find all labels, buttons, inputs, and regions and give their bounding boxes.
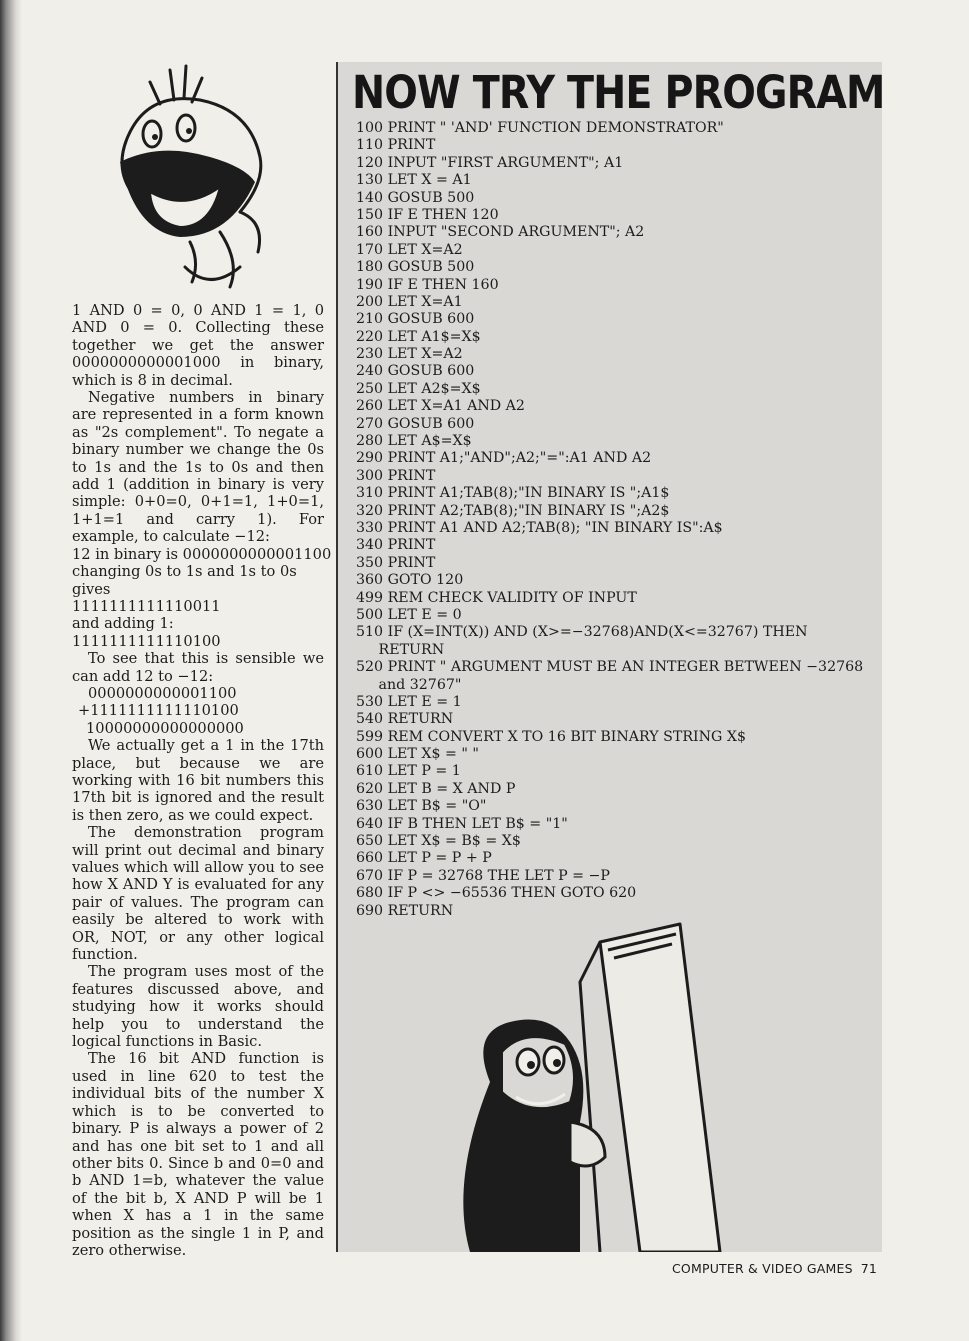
code-line: 340 PRINT <box>356 537 436 554</box>
code-line: 190 IF E THEN 160 <box>356 276 499 293</box>
paragraph: 1 AND 0 = 0, 0 AND 1 = 1, 0 AND 0 = 0. Collecting these together we get the answer 0000000000001000 in binary, which is 8 in decimal. <box>72 302 324 389</box>
example-line: and adding 1: <box>72 615 174 633</box>
program-listing-box <box>336 62 885 1252</box>
cartoon-character-illustration <box>90 62 300 302</box>
code-line: 210 GOSUB 600 <box>356 311 475 328</box>
code-line: 290 PRINT A1;"AND";A2;"=":A1 AND A2 <box>356 450 652 467</box>
code-line: 499 REM CHECK VALIDITY OF INPUT <box>356 589 637 606</box>
code-line: 280 LET A$=X$ <box>356 433 472 450</box>
code-line: 300 PRINT <box>356 467 436 484</box>
paragraph: The demonstration program will print out decimal and binary values which will allow you to see how X AND Y is evaluated for any pair of values. The program can easily be altered to work with OR, NOT, or any other logical function. <box>72 824 324 964</box>
code-line: 540 RETURN <box>356 711 454 728</box>
code-line: 170 LET X=A2 <box>356 241 463 258</box>
code-line: 510 IF (X=INT(X)) AND (X>=−32768)AND(X<=32767) THEN <box>356 624 808 641</box>
code-line: 500 LET E = 0 <box>356 606 462 623</box>
code-line: 260 LET X=A1 AND A2 <box>356 398 525 415</box>
sum-line: 0000000000001100 <box>88 684 237 702</box>
cartoon-character-book-illustration <box>430 922 730 1252</box>
code-line: 200 LET X=A1 <box>356 293 463 310</box>
page-number: 71 <box>860 1261 878 1276</box>
code-line: 120 INPUT "FIRST ARGUMENT"; A1 <box>356 154 624 171</box>
page-binding-edge <box>0 0 22 1341</box>
paragraph: Negative numbers in binary are represented in a form known as "2s complement". To negate a binary number we change the 0s to 1s and the 1s to 0s and then add 1 (addition in binary is very simple: 0+0=0, 0+1=1, 1+0=1, 1+1=1 and carry 1). For example, to calculate −12: <box>72 389 324 546</box>
code-line: 360 GOTO 120 <box>356 572 464 589</box>
sum-line: 10000000000000000 <box>86 719 244 737</box>
program-code-listing <box>356 120 886 920</box>
code-line: 350 PRINT <box>356 554 436 571</box>
code-line: 150 IF E THEN 120 <box>356 206 499 223</box>
code-line: 650 LET X$ = B$ = X$ <box>356 833 521 850</box>
code-line: 330 PRINT A1 AND A2;TAB(8); "IN BINARY IS":A$ <box>356 519 723 536</box>
code-line: 670 IF P = 32768 THE LET P = −P <box>356 867 610 884</box>
code-line: and 32767" <box>356 676 462 693</box>
publication-name: COMPUTER & VIDEO GAMES <box>672 1261 853 1276</box>
code-line: 240 GOSUB 600 <box>356 363 475 380</box>
code-line: 220 LET A1$=X$ <box>356 328 481 345</box>
code-line: 310 PRINT A1;TAB(8);"IN BINARY IS ";A1$ <box>356 485 670 502</box>
code-line: 130 LET X = A1 <box>356 172 472 189</box>
code-line: 160 INPUT "SECOND ARGUMENT"; A2 <box>356 224 645 241</box>
code-line: 610 LET P = 1 <box>356 763 461 780</box>
code-line: 140 GOSUB 500 <box>356 189 475 206</box>
code-line: 320 PRINT A2;TAB(8);"IN BINARY IS ";A2$ <box>356 502 670 519</box>
sum-line: +1111111111110100 <box>78 702 239 720</box>
code-line: 640 IF B THEN LET B$ = "1" <box>356 815 568 832</box>
code-line: 599 REM CONVERT X TO 16 BIT BINARY STRING X$ <box>356 728 747 745</box>
code-line: 620 LET B = X AND P <box>356 780 516 797</box>
example-line: gives <box>72 580 111 598</box>
paragraph: We actually get a 1 in the 17th place, but because we are working with 16 bit numbers this 17th bit is ignored and the result is then zero, as we could expect. <box>72 737 324 824</box>
code-line: RETURN <box>356 641 445 658</box>
code-line: 690 RETURN <box>356 902 454 919</box>
example-line: 1111111111110100 <box>72 632 221 650</box>
paragraph: The 16 bit AND function is used in line 620 to test the individual bits of the number X which is to be converted to binary. P is always a power of 2 and has one bit set to 1 and all other bits 0. Since b and 0=0 and b AND 1=b, whatever the value of the bit b, X AND P will be 1 when X has a 1 in the same position as the single 1 in P, and zero otherwise. <box>72 1050 324 1259</box>
code-line: 520 PRINT " ARGUMENT MUST BE AN INTEGER BETWEEN −32768 <box>356 659 864 676</box>
page-title: NOW TRY THE PROGRAM <box>352 66 885 119</box>
code-line: 660 LET P = P + P <box>356 850 492 867</box>
code-line: 630 LET B$ = "O" <box>356 798 487 815</box>
code-line: 230 LET X=A2 <box>356 346 463 363</box>
code-line: 270 GOSUB 600 <box>356 415 475 432</box>
code-line: 530 LET E = 1 <box>356 693 462 710</box>
code-line: 100 PRINT " 'AND' FUNCTION DEMONSTRATOR" <box>356 120 724 136</box>
article-text-column <box>72 302 332 1259</box>
paragraph: To see that this is sensible we can add 12 to −12: <box>72 650 324 685</box>
code-line: 180 GOSUB 500 <box>356 259 475 276</box>
code-line: 250 LET A2$=X$ <box>356 380 481 397</box>
code-line: 600 LET X$ = " " <box>356 746 479 763</box>
page-footer <box>672 1261 877 1276</box>
example-line: 12 in binary is 0000000000001100 <box>72 545 332 563</box>
code-line: 680 IF P <> −65536 THEN GOTO 620 <box>356 885 637 902</box>
example-line: 1111111111110011 <box>72 597 221 615</box>
paragraph: The program uses most of the features discussed above, and studying how it works should help you to understand the logical functions in Basic. <box>72 963 324 1051</box>
code-line: 110 PRINT <box>356 137 436 154</box>
example-line: changing 0s to 1s and 1s to 0s <box>72 563 297 581</box>
